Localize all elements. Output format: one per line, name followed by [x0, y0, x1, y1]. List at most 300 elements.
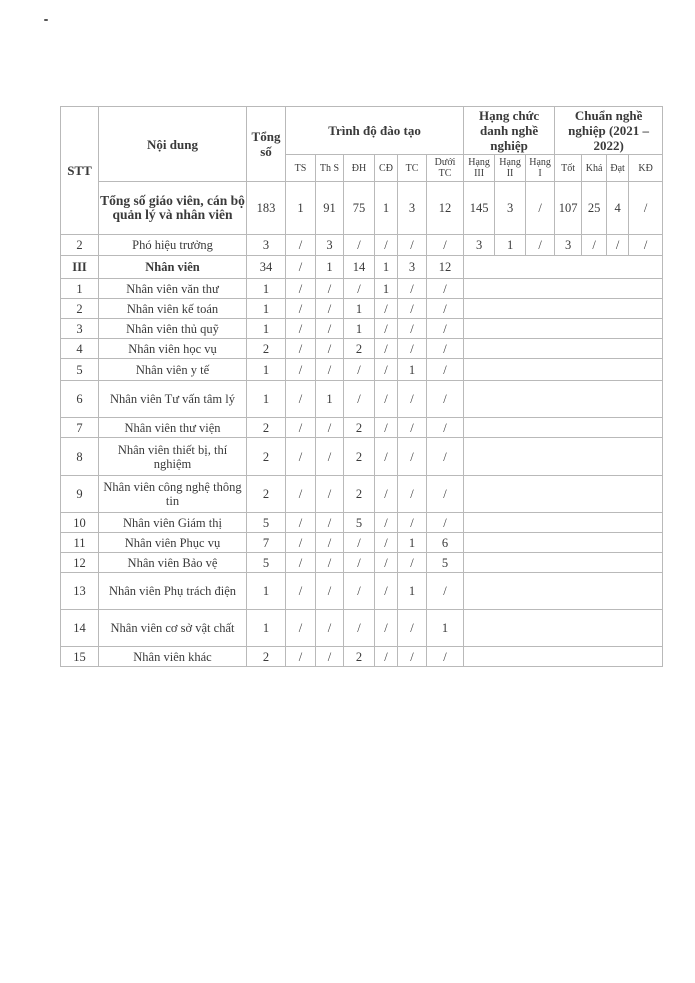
row-cell: / [344, 533, 375, 553]
row-cell: / [398, 513, 427, 533]
empty-cell [582, 610, 607, 647]
empty-cell [464, 359, 495, 381]
row-cell: / [286, 513, 316, 533]
empty-cell [526, 610, 555, 647]
row-cell: 2 [344, 647, 375, 667]
row-cell: / [427, 476, 464, 513]
empty-cell [607, 513, 629, 533]
empty-cell [607, 610, 629, 647]
row-cell: / [427, 438, 464, 476]
empty-cell [582, 647, 607, 667]
empty-cell [464, 438, 495, 476]
row-label: Nhân viên Phụ trách điện [99, 573, 247, 610]
empty-cell [464, 381, 495, 418]
staff-row [61, 553, 663, 573]
row-cell: / [398, 279, 427, 299]
staff-rows [61, 279, 663, 667]
row-cell: / [286, 299, 316, 319]
empty-cell [526, 573, 555, 610]
empty-cell [607, 339, 629, 359]
row-cell: / [316, 299, 344, 319]
row-cell: 3 [464, 235, 495, 256]
empty-cell [464, 256, 495, 279]
staff-row [61, 279, 663, 299]
row-stt: 2 [61, 299, 99, 319]
row-label: Nhân viên thiết bị, thí nghiệm [99, 438, 247, 476]
row-cell: / [398, 438, 427, 476]
empty-cell [495, 610, 526, 647]
row-cell: 3 [316, 235, 344, 256]
empty-cell [464, 647, 495, 667]
col-noi-dung: Nội dung [99, 107, 247, 182]
total-cell: 25 [582, 182, 607, 235]
row-stt: 4 [61, 339, 99, 359]
row-label: Nhân viên y tế [99, 359, 247, 381]
total-cell: 12 [427, 182, 464, 235]
empty-cell [607, 438, 629, 476]
row-cell: / [375, 438, 398, 476]
staff-row [61, 299, 663, 319]
empty-cell [495, 319, 526, 339]
row-cell: 3 [555, 235, 582, 256]
sub-cd: CĐ [375, 155, 398, 182]
row-stt: 9 [61, 476, 99, 513]
empty-cell [526, 319, 555, 339]
row-cell: 2 [344, 476, 375, 513]
staff-row [61, 319, 663, 339]
row-cell: / [427, 299, 464, 319]
row-cell: / [286, 647, 316, 667]
row-cell: 1 [495, 235, 526, 256]
row-cell: / [375, 359, 398, 381]
row-cell: / [629, 235, 663, 256]
total-tong: 183 [247, 182, 286, 235]
row-cell: 2 [344, 339, 375, 359]
empty-cell [555, 553, 582, 573]
staff-row [61, 647, 663, 667]
row-cell: / [398, 319, 427, 339]
empty-cell [629, 359, 663, 381]
empty-cell [629, 513, 663, 533]
row-cell: / [582, 235, 607, 256]
empty-cell [495, 553, 526, 573]
empty-cell [464, 610, 495, 647]
empty-cell [629, 533, 663, 553]
row-cell: / [344, 553, 375, 573]
row-stt: 15 [61, 647, 99, 667]
empty-cell [582, 359, 607, 381]
row-label: Nhân viên thủ quỹ [99, 319, 247, 339]
row-cell: / [375, 533, 398, 553]
row-cell: / [427, 235, 464, 256]
empty-cell [555, 279, 582, 299]
row-cell: 1 [398, 533, 427, 553]
empty-cell [582, 299, 607, 319]
col-tong-so: Tổng số [247, 107, 286, 182]
empty-cell [582, 418, 607, 438]
section-tong: 34 [247, 256, 286, 279]
empty-cell [495, 647, 526, 667]
sub-kd: KĐ [629, 155, 663, 182]
empty-cell [464, 279, 495, 299]
empty-cell [555, 533, 582, 553]
row-tong: 2 [247, 476, 286, 513]
empty-cell [555, 359, 582, 381]
row-cell: / [316, 279, 344, 299]
row-cell: / [316, 513, 344, 533]
header-row-1 [61, 107, 663, 155]
row-stt: 1 [61, 279, 99, 299]
total-cell: 107 [555, 182, 582, 235]
empty-cell [495, 418, 526, 438]
empty-cell [607, 319, 629, 339]
sub-ts: TS [286, 155, 316, 182]
row-cell: / [286, 279, 316, 299]
empty-cell [495, 533, 526, 553]
empty-cell [495, 513, 526, 533]
row-tong: 2 [247, 339, 286, 359]
sub-kha: Khá [582, 155, 607, 182]
row-label: Nhân viên công nghệ thông tin [99, 476, 247, 513]
row-stt: 6 [61, 381, 99, 418]
empty-cell [629, 573, 663, 610]
row-cell: / [398, 235, 427, 256]
row-cell: / [344, 359, 375, 381]
row-cell: 1 [316, 381, 344, 418]
section-row-nhan-vien [61, 256, 663, 279]
staff-row [61, 359, 663, 381]
row-cell: / [316, 553, 344, 573]
row-cell: / [316, 647, 344, 667]
staff-statistics-table [60, 106, 663, 667]
empty-cell [526, 381, 555, 418]
empty-cell [629, 279, 663, 299]
row-label: Nhân viên Tư vấn tâm lý [99, 381, 247, 418]
row-stt: 3 [61, 319, 99, 339]
row-cell: / [375, 513, 398, 533]
row-cell: 5 [344, 513, 375, 533]
sub-hang-iii: Hạng III [464, 155, 495, 182]
row-cell: / [286, 339, 316, 359]
empty-cell [582, 476, 607, 513]
empty-cell [629, 381, 663, 418]
row-stt: 2 [61, 235, 99, 256]
row-tong: 1 [247, 573, 286, 610]
staff-row [61, 573, 663, 610]
row-cell: / [344, 610, 375, 647]
row-cell: / [286, 359, 316, 381]
total-cell: 1 [375, 182, 398, 235]
section-label: Nhân viên [99, 256, 247, 279]
row-cell: / [344, 381, 375, 418]
row-cell: / [316, 610, 344, 647]
total-cell: 4 [607, 182, 629, 235]
row-label: Nhân viên Bảo vệ [99, 553, 247, 573]
row-stt: 7 [61, 418, 99, 438]
row-cell: / [375, 476, 398, 513]
row-cell: / [427, 418, 464, 438]
row-cell: / [316, 476, 344, 513]
sub-duoi-tc: Dưới TC [427, 155, 464, 182]
row-cell: 2 [344, 438, 375, 476]
row-cell: / [316, 319, 344, 339]
row-cell: 1 [427, 610, 464, 647]
row-cell: / [375, 381, 398, 418]
row-tong: 1 [247, 359, 286, 381]
empty-cell [464, 573, 495, 610]
empty-cell [495, 573, 526, 610]
row-cell: / [286, 381, 316, 418]
row-cell: / [398, 647, 427, 667]
row-cell: / [316, 418, 344, 438]
empty-cell [555, 418, 582, 438]
empty-cell [495, 438, 526, 476]
empty-cell [464, 513, 495, 533]
sub-tot: Tốt [555, 155, 582, 182]
section-cell: 14 [344, 256, 375, 279]
row-cell: / [344, 279, 375, 299]
empty-cell [526, 647, 555, 667]
row-cell: / [398, 610, 427, 647]
empty-cell [555, 647, 582, 667]
empty-cell [607, 279, 629, 299]
empty-cell [607, 359, 629, 381]
row-stt: 14 [61, 610, 99, 647]
empty-cell [555, 476, 582, 513]
row-cell: 1 [344, 299, 375, 319]
row-cell: / [398, 339, 427, 359]
section-cell: 1 [316, 256, 344, 279]
row-cell: / [427, 339, 464, 359]
row-cell: / [286, 438, 316, 476]
row-tong: 1 [247, 319, 286, 339]
empty-cell [526, 476, 555, 513]
row-cell: / [427, 647, 464, 667]
empty-cell [526, 359, 555, 381]
row-cell: 1 [375, 279, 398, 299]
row-label: Nhân viên học vụ [99, 339, 247, 359]
empty-cell [555, 513, 582, 533]
total-cell: / [629, 182, 663, 235]
empty-cell [629, 553, 663, 573]
row-cell: 1 [398, 573, 427, 610]
empty-cell [495, 476, 526, 513]
row-cell: / [286, 610, 316, 647]
total-cell: 1 [286, 182, 316, 235]
row-stt: 8 [61, 438, 99, 476]
pho-hieu-truong-row [61, 235, 663, 256]
row-tong: 5 [247, 553, 286, 573]
empty-cell [526, 279, 555, 299]
row-cell: / [316, 359, 344, 381]
row-tong: 1 [247, 279, 286, 299]
row-cell: / [375, 647, 398, 667]
row-cell: / [316, 438, 344, 476]
staff-row [61, 513, 663, 533]
staff-row [61, 610, 663, 647]
empty-cell [526, 339, 555, 359]
empty-cell [629, 647, 663, 667]
row-cell: / [316, 339, 344, 359]
row-stt: 5 [61, 359, 99, 381]
row-cell: / [526, 235, 555, 256]
section-cell: 3 [398, 256, 427, 279]
col-hang-chuc-danh: Hạng chức danh nghề nghiệp [464, 107, 555, 155]
row-cell: / [375, 418, 398, 438]
col-trinh-do: Trình độ đào tạo [286, 107, 464, 155]
total-cell: 75 [344, 182, 375, 235]
staff-row [61, 339, 663, 359]
row-tong: 3 [247, 235, 286, 256]
row-label: Nhân viên Phục vụ [99, 533, 247, 553]
empty-cell [495, 339, 526, 359]
row-cell: 6 [427, 533, 464, 553]
row-cell: / [375, 573, 398, 610]
row-cell: / [375, 299, 398, 319]
section-stt: III [61, 256, 99, 279]
empty-cell [629, 418, 663, 438]
row-cell: 2 [344, 418, 375, 438]
empty-cell [555, 339, 582, 359]
empty-cell [607, 533, 629, 553]
empty-cell [555, 319, 582, 339]
empty-cell [607, 381, 629, 418]
total-cell: 91 [316, 182, 344, 235]
section-cell: / [286, 256, 316, 279]
row-stt: 11 [61, 533, 99, 553]
total-cell: 145 [464, 182, 495, 235]
sub-hang-i: Hạng I [526, 155, 555, 182]
empty-cell [464, 319, 495, 339]
staff-row [61, 418, 663, 438]
total-cell: 3 [495, 182, 526, 235]
empty-cell [582, 553, 607, 573]
row-label: Nhân viên kế toán [99, 299, 247, 319]
empty-cell [582, 533, 607, 553]
row-cell: / [316, 573, 344, 610]
row-cell: / [398, 553, 427, 573]
empty-cell [555, 299, 582, 319]
row-cell: / [375, 235, 398, 256]
empty-cell [526, 418, 555, 438]
empty-cell [582, 381, 607, 418]
row-cell: / [427, 319, 464, 339]
row-cell: / [286, 533, 316, 553]
total-row [61, 182, 663, 235]
row-cell: / [398, 476, 427, 513]
col-stt: STT [61, 107, 99, 235]
empty-cell [607, 256, 629, 279]
empty-cell [607, 647, 629, 667]
empty-cell [629, 339, 663, 359]
row-cell: 5 [427, 553, 464, 573]
staff-row [61, 533, 663, 553]
empty-cell [582, 513, 607, 533]
total-cell: 3 [398, 182, 427, 235]
row-label: Nhân viên cơ sở vật chất [99, 610, 247, 647]
row-stt: 13 [61, 573, 99, 610]
empty-cell [464, 339, 495, 359]
empty-cell [607, 476, 629, 513]
staff-row [61, 476, 663, 513]
empty-cell [555, 381, 582, 418]
sub-dat: Đạt [607, 155, 629, 182]
empty-cell [629, 610, 663, 647]
row-cell: / [427, 381, 464, 418]
col-chuan-nghe-nghiep: Chuẩn nghề nghiệp (2021 – 2022) [555, 107, 663, 155]
row-label: Nhân viên thư viện [99, 418, 247, 438]
empty-cell [526, 553, 555, 573]
empty-cell [582, 438, 607, 476]
row-cell: / [344, 235, 375, 256]
row-tong: 1 [247, 299, 286, 319]
row-cell: / [375, 553, 398, 573]
empty-cell [582, 279, 607, 299]
row-cell: / [286, 573, 316, 610]
sub-tc: TC [398, 155, 427, 182]
row-tong: 2 [247, 418, 286, 438]
staff-row [61, 381, 663, 418]
row-cell: / [607, 235, 629, 256]
row-tong: 7 [247, 533, 286, 553]
row-cell: / [286, 476, 316, 513]
row-stt: 12 [61, 553, 99, 573]
empty-cell [582, 319, 607, 339]
empty-cell [555, 256, 582, 279]
empty-cell [464, 418, 495, 438]
empty-cell [526, 438, 555, 476]
empty-cell [607, 553, 629, 573]
row-cell: / [427, 359, 464, 381]
row-cell: / [398, 381, 427, 418]
row-tong: 1 [247, 610, 286, 647]
empty-cell [464, 476, 495, 513]
empty-cell [495, 359, 526, 381]
row-cell: / [375, 339, 398, 359]
row-cell: / [398, 418, 427, 438]
total-cell: / [526, 182, 555, 235]
row-cell: / [427, 573, 464, 610]
row-cell: / [375, 319, 398, 339]
empty-cell [555, 610, 582, 647]
row-cell: / [316, 533, 344, 553]
row-cell: / [344, 573, 375, 610]
empty-cell [526, 256, 555, 279]
empty-cell [582, 339, 607, 359]
sub-dh: ĐH [344, 155, 375, 182]
empty-cell [629, 256, 663, 279]
empty-cell [629, 319, 663, 339]
empty-cell [582, 256, 607, 279]
staff-row [61, 438, 663, 476]
row-cell: / [427, 513, 464, 533]
empty-cell [495, 381, 526, 418]
empty-cell [464, 553, 495, 573]
row-tong: 2 [247, 438, 286, 476]
empty-cell [629, 476, 663, 513]
empty-cell [582, 573, 607, 610]
section-cell: 12 [427, 256, 464, 279]
empty-cell [495, 299, 526, 319]
row-label: Nhân viên khác [99, 647, 247, 667]
empty-cell [607, 573, 629, 610]
row-label: Phó hiệu trưởng [99, 235, 247, 256]
empty-cell [495, 256, 526, 279]
empty-cell [555, 573, 582, 610]
row-cell: / [286, 235, 316, 256]
row-cell: / [375, 610, 398, 647]
row-cell: 1 [398, 359, 427, 381]
